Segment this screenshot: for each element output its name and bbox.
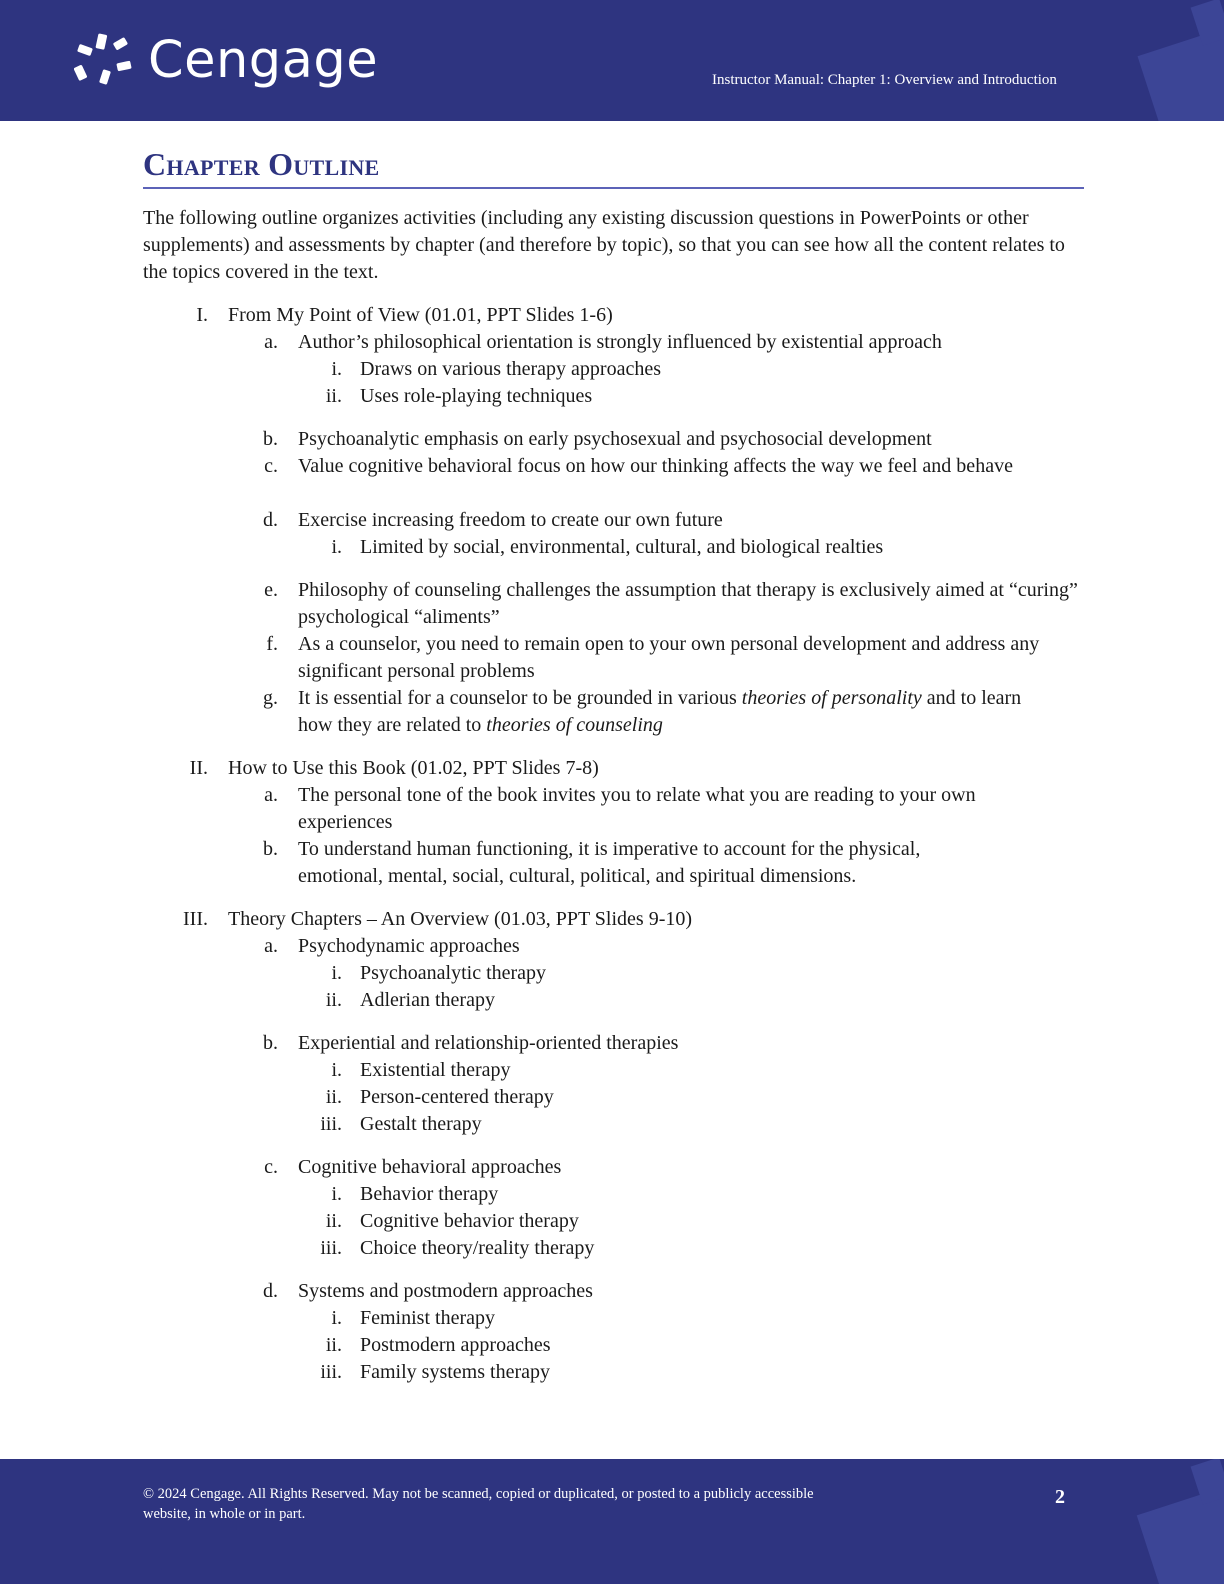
item-marker: c.	[264, 1156, 278, 1178]
section-marker: III.	[183, 908, 208, 930]
subitem-text: Feminist therapy	[360, 1307, 495, 1329]
subitem-marker: ii.	[325, 385, 342, 407]
subitem-text: Choice theory/reality therapy	[360, 1237, 595, 1259]
item-text-part: and to learn how they are related to	[298, 687, 1022, 736]
item-text: Cognitive behavioral approaches	[298, 1156, 562, 1178]
item-text: Psychodynamic approaches	[298, 935, 520, 957]
item-marker: a.	[264, 331, 278, 353]
cengage-logo	[74, 28, 378, 92]
page-title: Chapter Outline	[143, 146, 380, 182]
page-number: 2	[1055, 1486, 1065, 1508]
item-marker: b.	[263, 428, 278, 450]
item-text: Author’s philosophical orientation is strongly influenced by existential approach	[298, 331, 942, 353]
subitem-text: Adlerian therapy	[360, 989, 495, 1011]
subitem-text: Family systems therapy	[360, 1361, 550, 1383]
item-marker: b.	[263, 838, 278, 860]
item-text: To understand human functioning, it is imperative to account for the physical, emotional, mental, social, cultural, political, and spiritual dimensions.	[298, 838, 921, 887]
subitem-marker: iii.	[320, 1237, 342, 1259]
item-text: Exercise increasing freedom to create our own future	[298, 509, 723, 531]
item-text	[298, 685, 1058, 739]
item-marker: f.	[266, 633, 278, 655]
subitem-text: Limited by social, environmental, cultural, and biological realties	[360, 536, 884, 558]
subitem-text: Gestalt therapy	[360, 1113, 482, 1135]
item-marker: a.	[264, 935, 278, 957]
emphasis-text: theories of counseling	[486, 714, 663, 736]
item-marker: a.	[264, 784, 278, 806]
subitem-marker: iii.	[320, 1113, 342, 1135]
emphasis-text: theories of personality	[741, 687, 922, 709]
subitem-text: Behavior therapy	[360, 1183, 499, 1205]
item-text: Psychoanalytic emphasis on early psychosexual and psychosocial development	[298, 428, 932, 450]
section-heading: Theory Chapters – An Overview (01.03, PPT Slides 9-10)	[228, 908, 693, 930]
item-marker: g.	[263, 687, 278, 709]
item-marker: d.	[263, 509, 278, 531]
item-text: Philosophy of counseling challenges the assumption that therapy is exclusively aimed at “curing” psychological “aliments”	[298, 579, 1078, 628]
item-marker: b.	[263, 1032, 278, 1054]
subitem-marker: ii.	[325, 1210, 342, 1232]
subitem-text: Draws on various therapy approaches	[360, 358, 662, 380]
item-marker: c.	[264, 455, 278, 477]
intro-paragraph: The following outline organizes activities (including any existing discussion questions in PowerPoints or other supplements) and assessments by chapter (and therefore by topic), so that you can see how all the content relates to the topics covered in the text.	[143, 207, 1065, 283]
subitem-text: Uses role-playing techniques	[360, 385, 593, 407]
item-text: Experiential and relationship-oriented therapies	[298, 1032, 679, 1054]
subitem-marker: ii.	[325, 989, 342, 1011]
item-text: Value cognitive behavioral focus on how our thinking affects the way we feel and behave	[298, 455, 1013, 477]
section-heading: How to Use this Book (01.02, PPT Slides 7-8)	[228, 757, 599, 779]
subitem-text: Existential therapy	[360, 1059, 511, 1081]
item-text-part: It is essential for a counselor to be grounded in various	[298, 687, 742, 709]
subitem-text: Psychoanalytic therapy	[360, 962, 547, 984]
section-heading: From My Point of View (01.01, PPT Slides 1-6)	[228, 304, 613, 326]
subitem-marker: i.	[331, 358, 342, 380]
item-text: As a counselor, you need to remain open to your own personal development and address any significant personal problems	[298, 633, 1040, 682]
brand-name: Cengage	[148, 30, 379, 90]
subitem-marker: ii.	[325, 1086, 342, 1108]
subitem-marker: ii.	[325, 1334, 342, 1356]
subitem-marker: i.	[331, 1307, 342, 1329]
item-marker: e.	[264, 579, 278, 601]
item-text: The personal tone of the book invites you to relate what you are reading to your own experiences	[298, 784, 976, 833]
subitem-text: Person-centered therapy	[360, 1086, 554, 1108]
header-band	[0, 0, 1224, 121]
subitem-marker: i.	[331, 962, 342, 984]
subitem-text: Cognitive behavior therapy	[360, 1210, 579, 1232]
section-marker: I.	[196, 304, 208, 326]
subitem-marker: i.	[331, 536, 342, 558]
section-marker: II.	[189, 757, 208, 779]
title-divider	[143, 187, 1084, 189]
header-subtitle: Instructor Manual: Chapter 1: Overview and Introduction	[712, 72, 1057, 88]
subitem-marker: i.	[331, 1183, 342, 1205]
item-marker: d.	[263, 1280, 278, 1302]
subitem-marker: i.	[331, 1059, 342, 1081]
subitem-marker: iii.	[320, 1361, 342, 1383]
item-text: Systems and postmodern approaches	[298, 1280, 593, 1302]
copyright-notice: © 2024 Cengage. All Rights Reserved. May not be scanned, copied or duplicated, or posted to a publicly accessible website, in whole or in part.	[143, 1486, 814, 1522]
cengage-logo-icon	[74, 32, 134, 88]
subitem-text: Postmodern approaches	[360, 1334, 551, 1356]
